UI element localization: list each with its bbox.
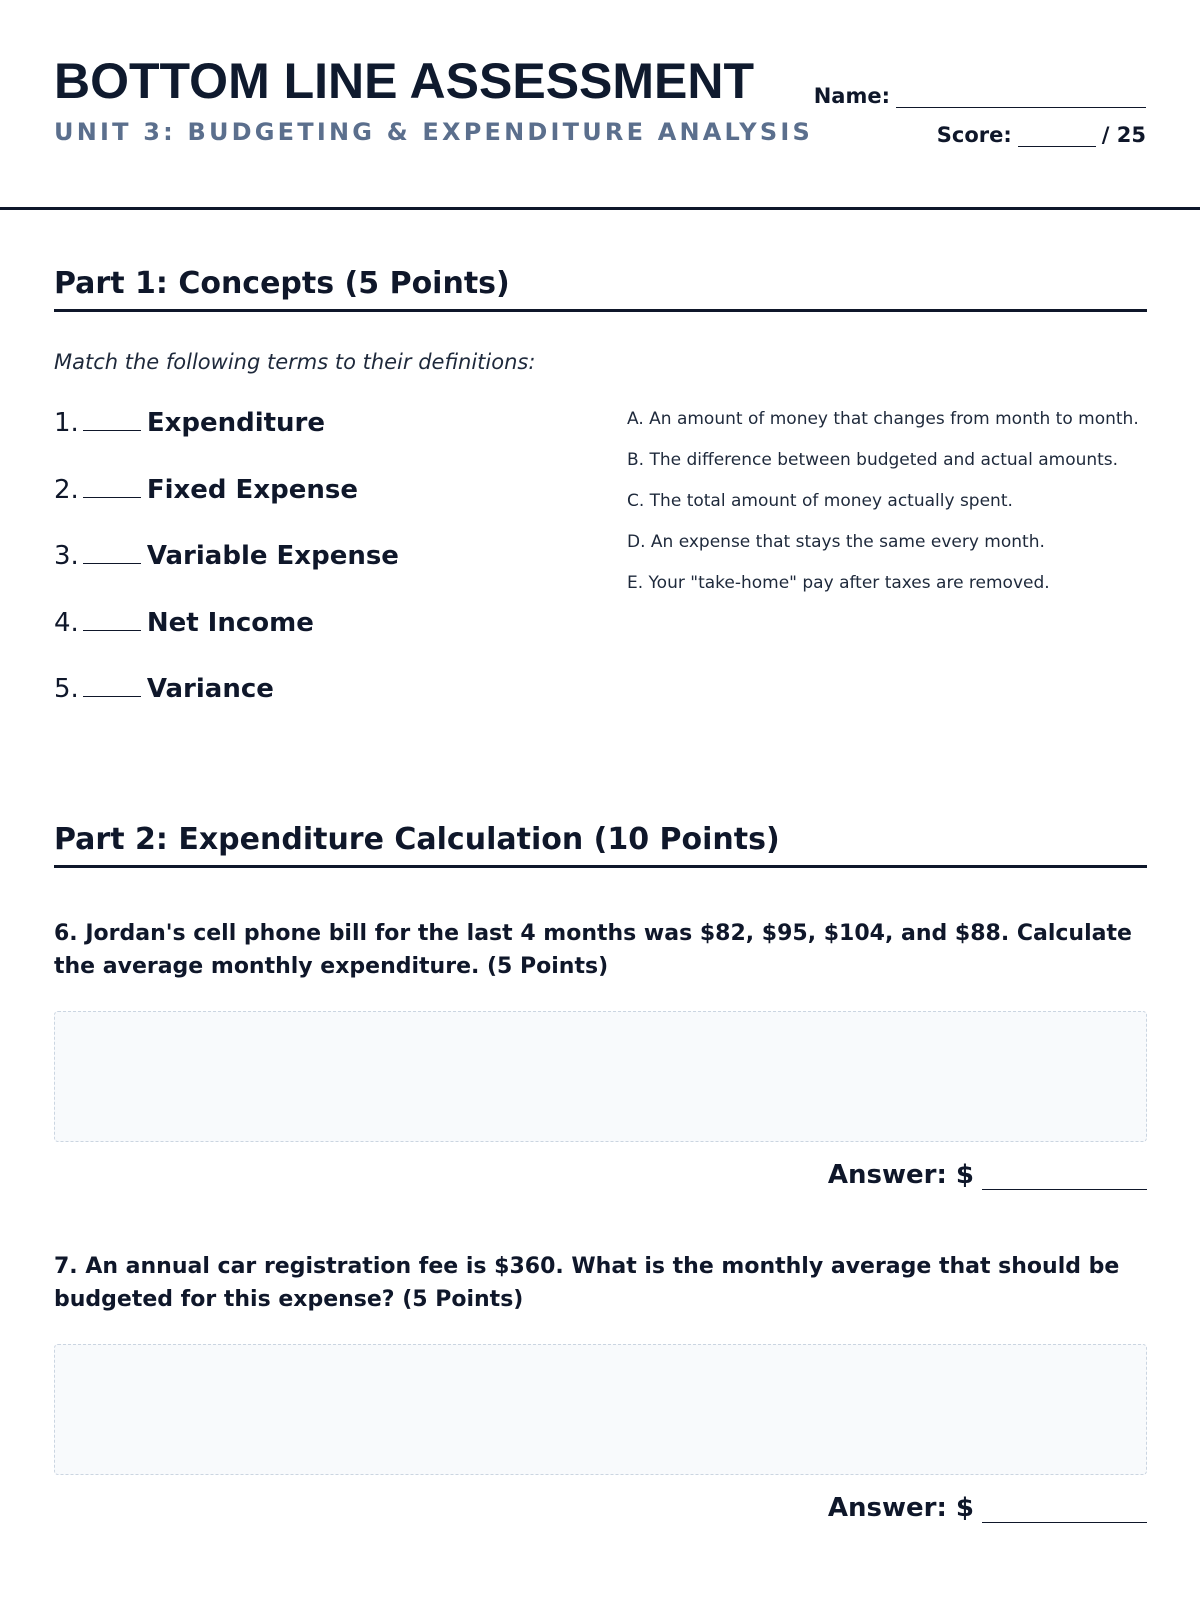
question-7-work-area[interactable] — [54, 1344, 1147, 1475]
term-answer-blank[interactable] — [83, 677, 141, 697]
question-6-answer-row — [828, 1160, 1147, 1190]
term-item — [54, 674, 594, 741]
term-number: 5. — [54, 674, 79, 704]
term-answer-blank[interactable] — [83, 411, 141, 431]
question-7-answer-row — [828, 1493, 1147, 1523]
term-label: Variance — [146, 674, 274, 704]
part1-heading: Part 1: Concepts (5 Points) — [54, 266, 1147, 312]
term-item — [54, 541, 594, 608]
term-answer-blank[interactable] — [83, 611, 141, 631]
term-answer-blank[interactable] — [83, 478, 141, 498]
term-item — [54, 608, 594, 675]
score-label: Score: — [936, 123, 1012, 147]
page-header — [0, 0, 1200, 210]
definition-item: C. The total amount of money actually spent. — [627, 491, 1013, 511]
term-number: 4. — [54, 607, 79, 638]
term-number: 3. — [54, 541, 79, 571]
answer-blank[interactable] — [982, 1497, 1147, 1523]
definition-item: D. An expense that stays the same every month. — [627, 532, 1045, 552]
score-total: / 25 — [1101, 123, 1146, 147]
term-list — [54, 408, 594, 741]
term-label: Expenditure — [146, 408, 326, 438]
term-label: Variable Expense — [146, 541, 399, 571]
term-item — [54, 408, 594, 475]
page-title: BOTTOM LINE ASSESSMENT — [54, 53, 755, 109]
definition-list — [627, 409, 1147, 614]
definition-item: B. The difference between budgeted and actual amounts. — [627, 450, 1119, 470]
answer-blank[interactable] — [982, 1164, 1147, 1190]
answer-label: Answer: $ — [827, 1160, 974, 1190]
name-field-row — [814, 84, 1146, 108]
term-number: 1. — [54, 408, 79, 438]
term-label: Net Income — [146, 607, 314, 638]
page-subtitle: UNIT 3: BUDGETING & EXPENDITURE ANALYSIS — [54, 118, 813, 146]
score-field-row — [937, 123, 1146, 147]
part2-heading: Part 2: Expenditure Calculation (10 Points) — [54, 822, 1147, 868]
name-label: Name: — [813, 84, 890, 108]
definition-item: E. Your "take-home" pay after taxes are removed. — [627, 573, 1050, 593]
answer-label: Answer: $ — [827, 1493, 974, 1523]
question-6-work-area[interactable] — [54, 1011, 1147, 1142]
term-item — [54, 475, 594, 542]
part1-instructions: Match the following terms to their definitions: — [54, 350, 536, 374]
term-label: Fixed Expense — [146, 474, 358, 505]
name-blank[interactable] — [896, 86, 1146, 108]
question-6-text: 6. Jordan's cell phone bill for the last 4 months was $82, $95, $104, and $88. Calculate the average monthly expenditure. (5 Points) — [54, 921, 1132, 979]
term-number: 2. — [54, 474, 79, 505]
term-answer-blank[interactable] — [83, 544, 141, 564]
question-7-text: 7. An annual car registration fee is $360. What is the monthly average that should be budgeted for this expense? (5 Points) — [54, 1254, 1120, 1312]
definition-item: A. An amount of money that changes from month to month. — [627, 409, 1139, 429]
score-blank[interactable] — [1018, 125, 1096, 147]
